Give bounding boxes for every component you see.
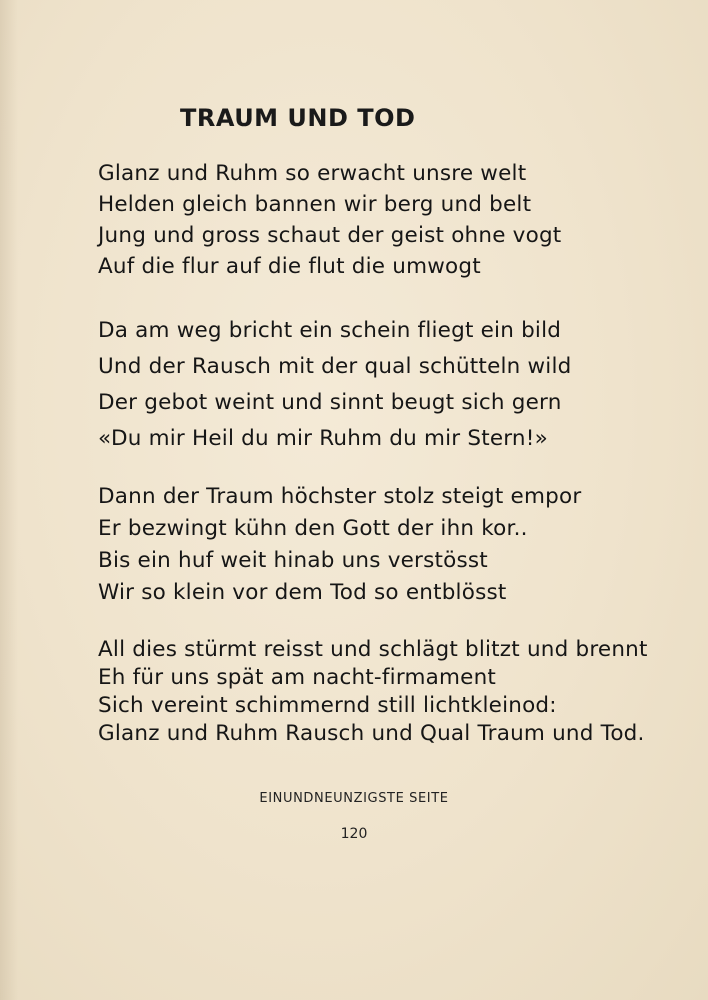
page-number: 120 (340, 826, 368, 842)
poem-title: TRAUM UND TOD (180, 104, 416, 132)
poem-line: Der gebot weint und sinnt beugt sich gern (98, 390, 562, 415)
stanza-2 (98, 313, 658, 457)
poem-line: Auf die flur auf die flut die umwogt (98, 254, 481, 279)
poem-line: Und der Rausch mit der qual schütteln wild (98, 354, 572, 379)
stanza-1 (98, 158, 658, 282)
poem-line: Wir so klein vor dem Tod so entblösst (98, 580, 507, 605)
stanza-3 (98, 481, 658, 609)
poem-line: All dies stürmt reisst und schlägt blitzt und brennt (98, 637, 648, 662)
poem-line: Sich vereint schimmernd still lichtkleinod: (98, 693, 557, 718)
poem-line: «Du mir Heil du mir Ruhm du mir Stern!» (98, 426, 548, 451)
stanza-4 (98, 636, 658, 748)
poem-line: Eh für uns spät am nacht-firmament (98, 665, 497, 690)
poem-line: Dann der Traum höchster stolz steigt empor (98, 484, 582, 509)
poem-line: Bis ein huf weit hinab uns verstösst (98, 548, 488, 573)
page-edge-shadow (0, 0, 18, 1000)
poem-line: Helden gleich bannen wir berg und belt (98, 192, 532, 217)
poem-line: Glanz und Ruhm so erwacht unsre welt (98, 161, 527, 186)
poem-line: Jung und gross schaut der geist ohne vogt (98, 223, 562, 248)
poem-line: Er bezwingt kühn den Gott der ihn kor.. (98, 516, 528, 541)
page-caption: EINUNDNEUNZIGSTE SEITE (259, 791, 449, 806)
poem-line: Glanz und Ruhm Rausch und Qual Traum und Tod. (98, 721, 645, 746)
poem-line: Da am weg bricht ein schein fliegt ein bild (98, 318, 562, 343)
